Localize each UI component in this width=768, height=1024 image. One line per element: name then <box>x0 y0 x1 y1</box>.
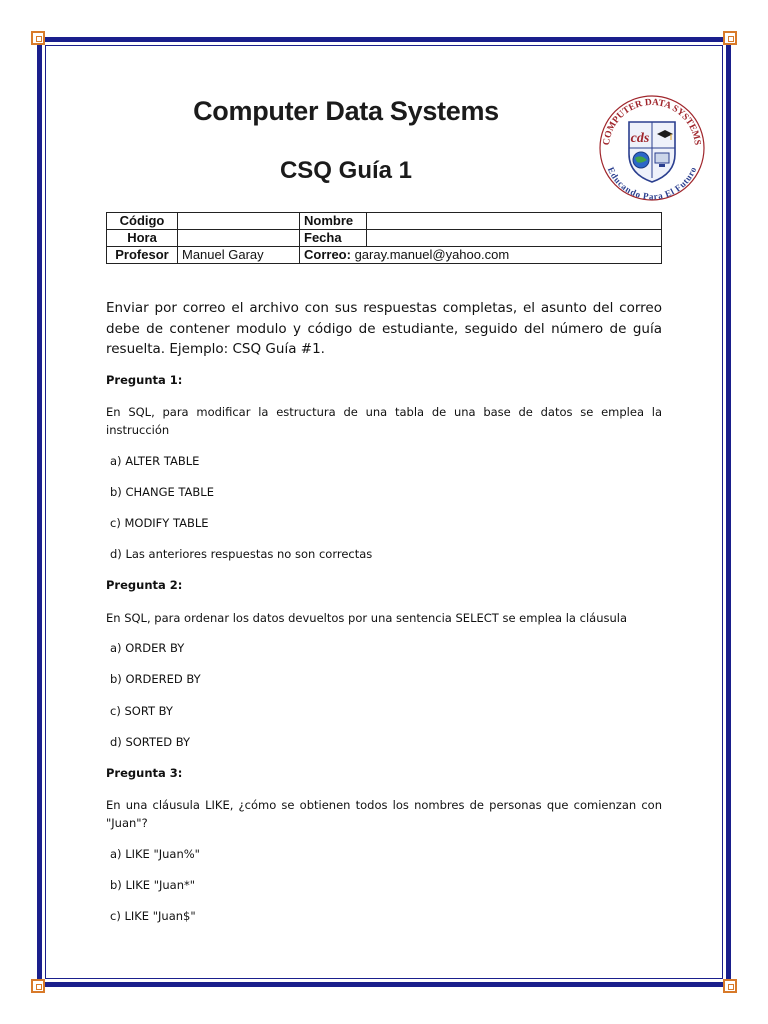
answer-option[interactable]: b) LIKE "Juan*" <box>110 878 196 892</box>
answer-option[interactable]: a) ORDER BY <box>110 641 185 655</box>
profesor-label: Profesor <box>107 247 178 264</box>
answer-option[interactable]: d) SORTED BY <box>110 735 191 749</box>
answer-option[interactable]: b) ORDERED BY <box>110 672 201 686</box>
answer-option[interactable]: d) Las anteriores respuestas no son correctas <box>110 547 373 561</box>
answer-option[interactable]: c) LIKE "Juan$" <box>110 909 196 923</box>
answer-option[interactable]: a) LIKE "Juan%" <box>110 847 200 861</box>
table-row <box>107 247 662 264</box>
question-text: En una cláusula LIKE, ¿cómo se obtienen todos los nombres de personas que comienzan con "Juan"? <box>106 798 662 830</box>
answer-option[interactable]: c) MODIFY TABLE <box>110 516 209 530</box>
correo-value: garay.manuel@yahoo.com <box>350 247 510 262</box>
correo-cell <box>300 247 662 264</box>
answer-option[interactable]: a) ALTER TABLE <box>110 454 200 468</box>
instructions-paragraph: Enviar por correo el archivo con sus respuestas completas, el asunto del correo debe de contener modulo y código de estudiante, seguido del número de guía resuelta. Ejemplo: CSQ Guía #1. <box>106 300 662 357</box>
corner-ornament-top-left <box>31 31 45 45</box>
logo-ring-text-top: COMPUTER DATA SYSTEMS <box>602 97 702 146</box>
answer-option[interactable]: c) SORT BY <box>110 704 173 718</box>
table-row <box>107 230 662 247</box>
nombre-value[interactable] <box>367 213 662 230</box>
question-text: En SQL, para ordenar los datos devueltos por una sentencia SELECT se emplea la cláusula <box>106 611 628 625</box>
correo-label: Correo: <box>304 247 351 262</box>
question-title: Pregunta 1: <box>106 373 183 387</box>
question-1 <box>106 373 662 387</box>
question-2 <box>106 578 662 592</box>
question-title: Pregunta 3: <box>106 766 183 780</box>
nombre-label: Nombre <box>300 213 367 230</box>
company-logo <box>597 86 707 210</box>
fecha-label: Fecha <box>300 230 367 247</box>
document-subtitle: CSQ Guía 1 <box>279 157 413 184</box>
corner-ornament-bottom-right <box>723 979 737 993</box>
question-title: Pregunta 2: <box>106 578 183 592</box>
document-title: Computer Data Systems <box>193 96 499 126</box>
corner-ornament-top-right <box>723 31 737 45</box>
fecha-value[interactable] <box>367 230 662 247</box>
profesor-value: Manuel Garay <box>178 247 300 264</box>
computer-icon <box>655 153 669 163</box>
codigo-label: Código <box>107 213 178 230</box>
hora-value[interactable] <box>178 230 300 247</box>
question-3 <box>106 766 662 780</box>
logo-ring-text-bottom: Educando Para El Futuro <box>605 165 699 202</box>
codigo-value[interactable] <box>178 213 300 230</box>
hora-label: Hora <box>107 230 178 247</box>
logo-monogram: cds <box>630 131 650 146</box>
question-text: En SQL, para modificar la estructura de una tabla de una base de datos se emplea la instrucción <box>106 405 662 437</box>
table-row <box>107 213 662 230</box>
corner-ornament-bottom-left <box>31 979 45 993</box>
answer-option[interactable]: b) CHANGE TABLE <box>110 485 214 499</box>
student-info-table <box>106 212 662 264</box>
